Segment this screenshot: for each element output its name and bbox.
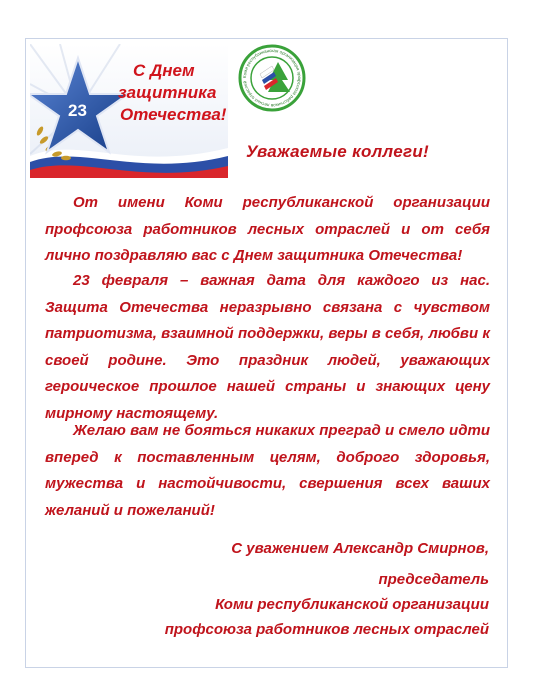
holiday-banner-image — [30, 44, 228, 178]
signature-org-line-2: профсоюза работников лесных отраслей — [164, 621, 489, 638]
union-logo — [238, 44, 306, 112]
paragraph-2: 23 февраля – важная дата для каждого из нас. Защита Отечества неразрывно связана с чувством патриотизма, взаимной поддержки, веры в себя, любви к своей родине. Это праздник людей, уважающих героическое прошлое нашей страны и знающих цену мирному настоящему. — [45, 272, 490, 422]
banner-line-1: С Днем — [133, 61, 195, 80]
banner-line-3: Отечества! — [120, 105, 227, 124]
signature-org-line-1: Коми республиканской организации — [215, 596, 489, 613]
banner-number: 23 — [68, 101, 87, 120]
banner-line-2: защитника — [118, 83, 217, 102]
paragraph-1: От имени Коми республиканской организации профсоюза работников лесных отраслей и от себя лично поздравляю вас с Днем защитника Отечества! — [45, 194, 490, 264]
logo-ring-text: Коми республиканская организация профсоюза работников лесных отраслей — [241, 47, 303, 109]
paragraph-3: Желаю вам не бояться никаких преград и смело идти вперед к поставленным целям, доброго здоровья, мужества и настойчивости, свершения всех ваших желаний и пожеланий! — [45, 422, 490, 519]
greeting-heading: Уважаемые коллеги! — [246, 142, 429, 161]
signature-title: председатель — [378, 571, 489, 588]
signature-line-1: С уважением Александр Смирнов, — [231, 540, 489, 557]
